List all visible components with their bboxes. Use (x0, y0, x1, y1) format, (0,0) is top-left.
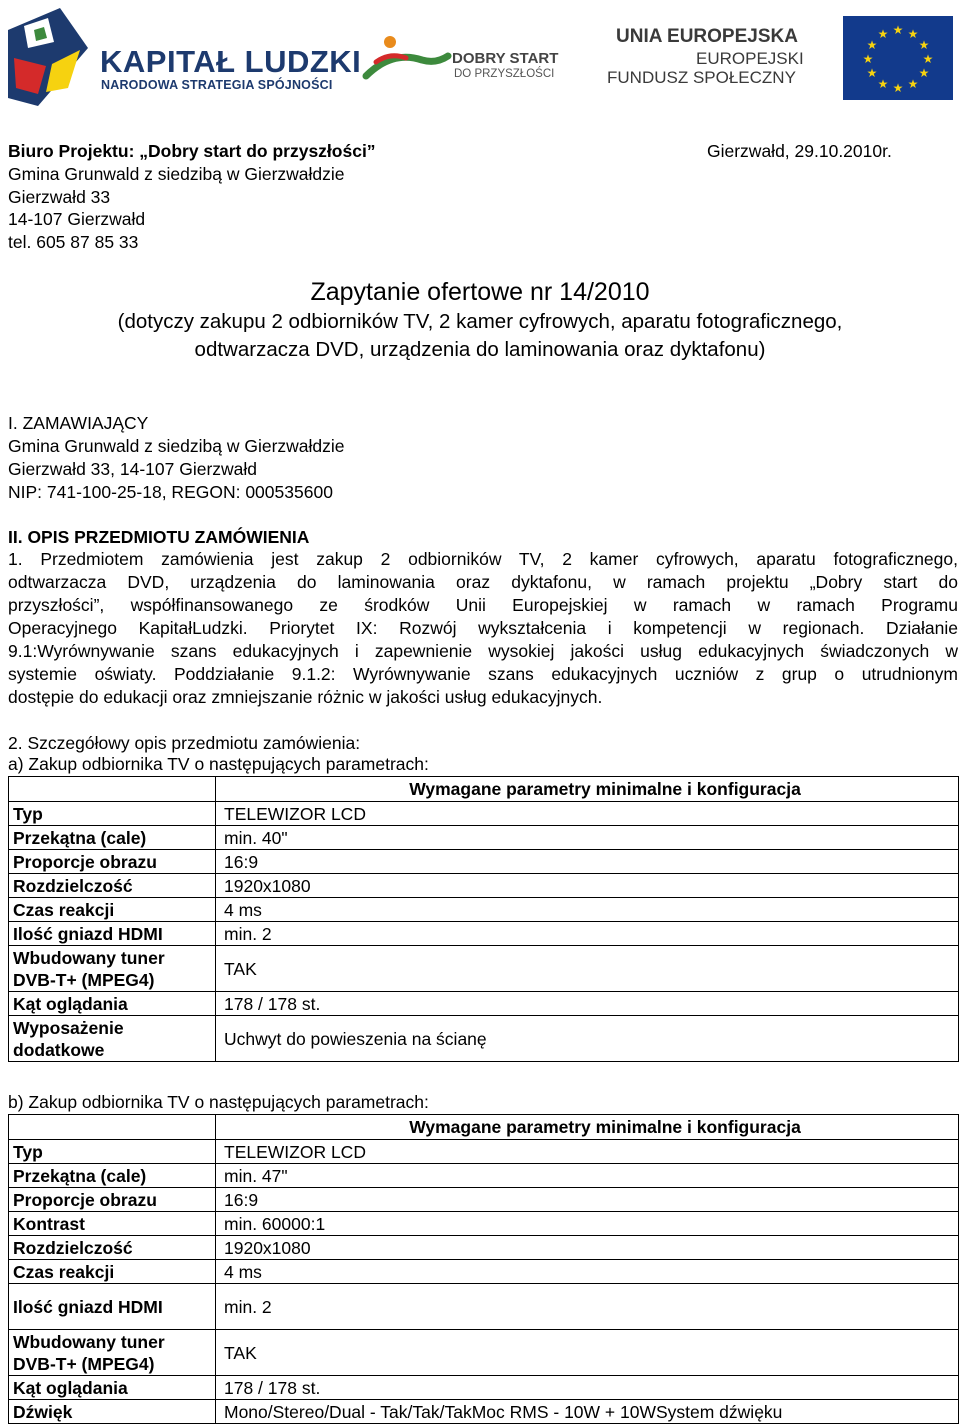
table-row (9, 898, 959, 922)
section-2-heading: II. OPIS PRZEDMIOTU ZAMÓWIENIA (8, 527, 310, 547)
section-1-line-3: NIP: 741-100-25-18, REGON: 000535600 (8, 482, 333, 502)
parameter-label: Wbudowany tuner DVB-T+ (MPEG4) (9, 1330, 216, 1376)
page-subtitle-line-2: odtwarzacza DVD, urządzenia do laminowania oraz dyktafonu) (194, 338, 766, 361)
office-address-line-2: Gierzwałd 33 (8, 187, 111, 207)
table-row (9, 946, 959, 992)
parameter-value: TAK (216, 946, 959, 992)
parameter-value: min. 2 (216, 922, 959, 946)
svg-text:★: ★ (892, 81, 904, 95)
page-subtitle-line-1: (dotyczy zakupu 2 odbiorników TV, 2 kamer cyfrowych, aparatu fotograficznego, (117, 310, 843, 333)
svg-text:★: ★ (918, 66, 930, 80)
table-row (9, 1260, 959, 1284)
parameter-label: Rozdzielczość (9, 1236, 216, 1260)
ue-line-3: FUNDUSZ SPOŁECZNY (607, 68, 796, 87)
dobry-start-subtitle: DO PRZYSZŁOŚCI (454, 68, 555, 80)
parameter-label: Ilość gniazd HDMI (9, 922, 216, 946)
parameter-value: 178 / 178 st. (216, 992, 959, 1016)
parameter-value: 4 ms (216, 898, 959, 922)
table-row (9, 874, 959, 898)
parameter-value: Uchwyt do powieszenia na ścianę (216, 1016, 959, 1062)
parameter-label: Kąt oglądania (9, 992, 216, 1016)
parameter-value: min. 60000:1 (216, 1212, 959, 1236)
section-2-paragraph-2: 2. Szczegółowy opis przedmiotu zamówienia: (8, 733, 361, 753)
parameter-label: Wyposażenie dodatkowe (9, 1016, 216, 1062)
dobry-start-logo (362, 32, 572, 92)
parameter-label: Proporcje obrazu (9, 1188, 216, 1212)
kapital-ludzki-subtitle: NARODOWA STRATEGIA SPÓJNOŚCI (101, 78, 333, 92)
svg-text:★: ★ (877, 27, 889, 41)
table-row (9, 1164, 959, 1188)
paragraph-line: 9.1:Wyrównywanie szans edukacyjnych i zapewnienie wysokiej jakości usług edukacyjnych świadczonych w (8, 641, 958, 661)
paragraph-line: 1. Przedmiotem zamówienia jest zakup 2 odbiorników TV, 2 kamer cyfrowych, aparatu fotograficznego, (8, 549, 958, 569)
section-1-line-1: Gmina Grunwald z siedzibą w Gierzwałdzie (8, 436, 345, 456)
spec-table-b (8, 1114, 959, 1424)
parameter-value: min. 47" (216, 1164, 959, 1188)
document-date: Gierzwałd, 29.10.2010r. (707, 141, 892, 161)
project-office-line: Biuro Projektu: „Dobry start do przyszłości” (8, 141, 376, 161)
table-row (9, 1400, 959, 1424)
table-row (9, 1330, 959, 1376)
parameter-label: Rozdzielczość (9, 874, 216, 898)
parameter-label: Typ (9, 1140, 216, 1164)
parameter-value: 178 / 178 st. (216, 1376, 959, 1400)
table-a-heading: a) Zakup odbiornika TV o następujących parametrach: (8, 754, 429, 774)
parameter-value: TAK (216, 1330, 959, 1376)
parameter-label: Czas reakcji (9, 1260, 216, 1284)
table-row (9, 922, 959, 946)
eu-flag-icon (843, 16, 953, 100)
logo-bar (0, 0, 960, 110)
table-header-row (9, 1115, 959, 1140)
svg-text:★: ★ (892, 23, 904, 37)
table-header-cell: Wymagane parametry minimalne i konfiguracja (216, 1115, 959, 1140)
office-address-line-3: 14-107 Gierzwałd (8, 209, 146, 229)
parameter-label: Kąt oglądania (9, 1376, 216, 1400)
dobry-start-figure-icon (362, 32, 452, 88)
table-row (9, 1284, 959, 1330)
spec-table-a (8, 776, 959, 1062)
svg-text:★: ★ (862, 52, 874, 66)
paragraph-line: dostępie do edukacji oraz zmniejszanie różnic w jakości usług edukacyjnych. (8, 687, 603, 707)
svg-text:★: ★ (907, 27, 919, 41)
paragraph-line: przyszłości”, współfinansowanego ze środków Unii Europejskiej w ramach w ramach Programu (8, 595, 958, 615)
parameter-value: TELEWIZOR LCD (216, 802, 959, 826)
table-row (9, 850, 959, 874)
table-header-cell: Wymagane parametry minimalne i konfiguracja (216, 777, 959, 802)
parameter-label: Przekątna (cale) (9, 1164, 216, 1188)
table-b-heading: b) Zakup odbiornika TV o następujących parametrach: (8, 1092, 429, 1112)
svg-text:★: ★ (922, 52, 934, 66)
parameter-value: Mono/Stereo/Dual - Tak/Tak/TakMoc RMS - 10W + 10WSystem dźwięku (216, 1400, 959, 1424)
ue-line-1: UNIA EUROPEJSKA (616, 26, 798, 47)
parameter-value: TELEWIZOR LCD (216, 1140, 959, 1164)
office-phone: tel. 605 87 85 33 (8, 232, 139, 252)
parameter-value: min. 40" (216, 826, 959, 850)
office-address-line-1: Gmina Grunwald z siedzibą w Gierzwałdzie (8, 164, 345, 184)
parameter-label: Czas reakcji (9, 898, 216, 922)
parameter-label: Kontrast (9, 1212, 216, 1236)
svg-text:★: ★ (907, 77, 919, 91)
parameter-label: Ilość gniazd HDMI (9, 1284, 216, 1330)
paragraph-line: odtwarzacza DVD, urządzenia do laminowania oraz dyktafonu, w ramach projektu „Dobry start do (8, 572, 958, 592)
parameter-value: 16:9 (216, 1188, 959, 1212)
svg-text:★: ★ (877, 77, 889, 91)
table-row (9, 1376, 959, 1400)
parameter-label: Proporcje obrazu (9, 850, 216, 874)
parameter-value: 16:9 (216, 850, 959, 874)
parameter-value: 1920x1080 (216, 874, 959, 898)
page-title: Zapytanie ofertowe nr 14/2010 (310, 278, 650, 306)
table-row (9, 1140, 959, 1164)
paragraph-line: Operacyjnego KapitałLudzki. Priorytet IX: Rozwój wykształcenia i kompetencji w regionach. Działanie (8, 618, 958, 638)
table-row (9, 826, 959, 850)
parameter-value: 1920x1080 (216, 1236, 959, 1260)
section-1-heading: I. ZAMAWIAJĄCY (8, 413, 149, 433)
parameter-label: Typ (9, 802, 216, 826)
kapital-ludzki-title: KAPITAŁ LUDZKI (100, 44, 362, 79)
table-header-row (9, 777, 959, 802)
table-row (9, 1188, 959, 1212)
ue-line-2: EUROPEJSKI (696, 49, 804, 68)
kapital-ludzki-emblem-icon (8, 8, 88, 106)
svg-text:★: ★ (866, 66, 878, 80)
parameter-value: 4 ms (216, 1260, 959, 1284)
section-2-paragraph-1 (8, 548, 958, 709)
parameter-label: Wbudowany tuner DVB-T+ (MPEG4) (9, 946, 216, 992)
svg-text:★: ★ (866, 38, 878, 52)
unia-europejska-logo (600, 16, 950, 104)
svg-text:★: ★ (918, 38, 930, 52)
kapital-ludzki-logo (8, 8, 362, 108)
table-row (9, 802, 959, 826)
paragraph-line: systemie oświaty. Poddziałanie 9.1.2: Wyrównywanie szans edukacyjnych uczniów z grup o utrudnionym (8, 664, 958, 684)
section-1-line-2: Gierzwałd 33, 14-107 Gierzwałd (8, 459, 258, 479)
table-row (9, 992, 959, 1016)
dobry-start-title: DOBRY START (452, 50, 559, 67)
table-row (9, 1016, 959, 1062)
parameter-value: min. 2 (216, 1284, 959, 1330)
table-row (9, 1236, 959, 1260)
parameter-label: Przekątna (cale) (9, 826, 216, 850)
table-row (9, 1212, 959, 1236)
table-header-empty-cell (9, 1115, 216, 1140)
parameter-label: Dźwięk (9, 1400, 216, 1424)
table-header-empty-cell (9, 777, 216, 802)
